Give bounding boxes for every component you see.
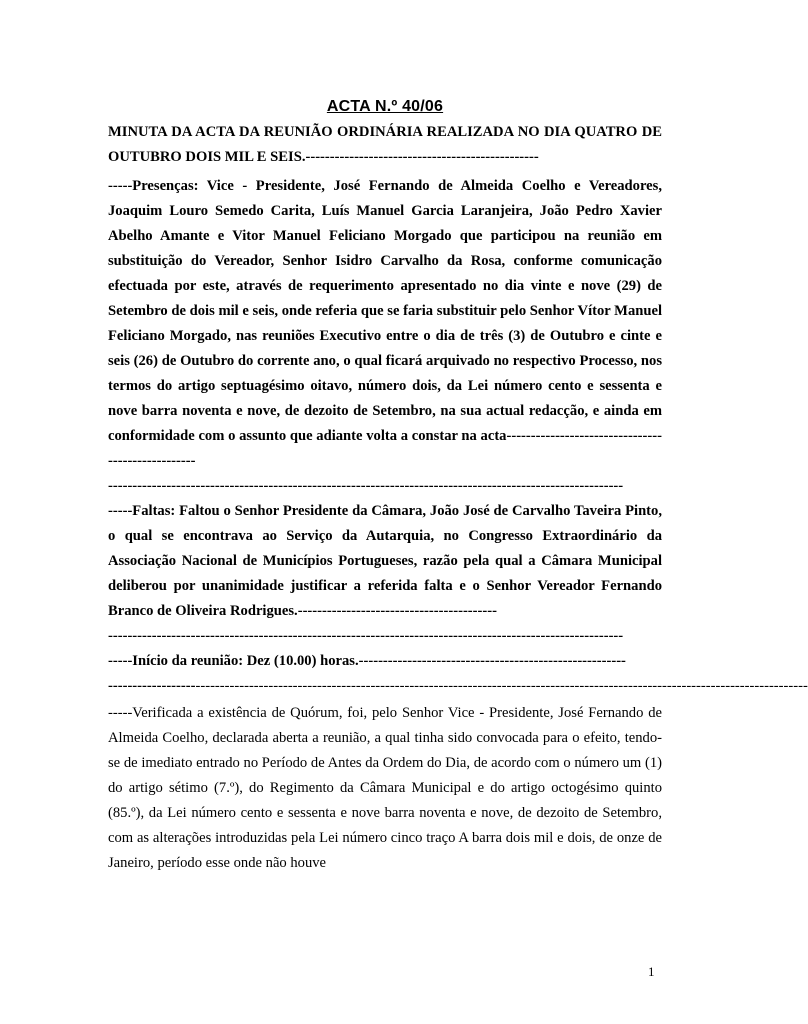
paragraph-presencas: -----Presenças: Vice - Presidente, José Fernando de Almeida Coelho e Vereadores, Joaquim Louro Semedo Carita, Luís Manuel Garcia Laranjeira, João Pedro Xavier Abelho Amante e Vitor Manuel Feliciano Morgado que participou na reunião em substituição do Vereador, Senhor Isidro Carvalho da Rosa, conforme comunicação efectuada por este, através de requerimento apresentado no dia vinte e nove (29) de Setembro de dois mil e seis, onde referia que se faria substituir pelo Senhor Vítor Manuel Feliciano Morgado, nas reuniões Executivo entre o dia de três (3) de Outubro e cinte e seis (26) de Outubro do corrente ano, o qual ficará arquivado no respectivo Processo, nos termos do artigo septuagésimo oitavo, número dois, da Lei número cento e sessenta e nove barra noventa e nove, de dezoito de Setembro, na sua actual redacção, e ainda em conformidade com o assunto que adiante volta a constar na acta-------------------------------------------------- [108,178,662,469]
separator-dashes: ---------------------------------------------------------------------------------------------------------- [108,478,624,494]
separator-dashes-bold: ------------------ [108,678,196,694]
paragraph-faltas: -----Faltas: Faltou o Senhor Presidente da Câmara, João José de Carvalho Taveira Pinto, o qual se encontrava ao Serviço da Autarquia, no Congresso Extraordinário da Associação Nacional de Municípios Portugueses, razão pela qual a Câmara Municipal deliberou por unanimidade justificar a referida falta e o Senhor Vereador Fernando Branco de Oliveira Rodrigues.----------------------------------------- [108,503,662,619]
minutes-heading: MINUTA DA ACTA DA REUNIÃO ORDINÁRIA REALIZADA NO DIA QUATRO DE OUTUBRO DOIS MIL E SEIS.------------------------------------------------ [108,124,662,165]
paragraph-verificada: -----Verificada a existência de Quórum, foi, pelo Senhor Vice - Presidente, José Fernando de Almeida Coelho, declarada aberta a reunião, a qual tinha sido convocada para o efeito, tendo-se de imediato entrado no Período de Antes da Ordem do Dia, de acordo com o número um (1) do artigo sétimo (7.º), do Regimento da Câmara Municipal e do artigo octogésimo quinto (85.º), da Lei número cento e sessenta e nove barra noventa e nove, de dezoito de Setembro, com as alterações introduzidas pela Lei número cinco traço A barra dois mil e dois, de onze de Janeiro, período esse onde não houve [108,705,662,871]
paragraph-inicio: -----Início da reunião: Dez (10.00) horas.------------------------------------------------------- [108,653,626,669]
separator-dashes: ---------------------------------------------------------------------------------------------------------- [108,628,624,644]
page-number: 1 [648,964,655,979]
document-title: ACTA N.º 40/06 [326,98,444,115]
separator-dashes-normal: ------------------------------------------------------------------------------------------------------------------------------ [195,678,808,694]
separator-dashes-mixed [108,674,808,699]
document-body [108,120,808,876]
